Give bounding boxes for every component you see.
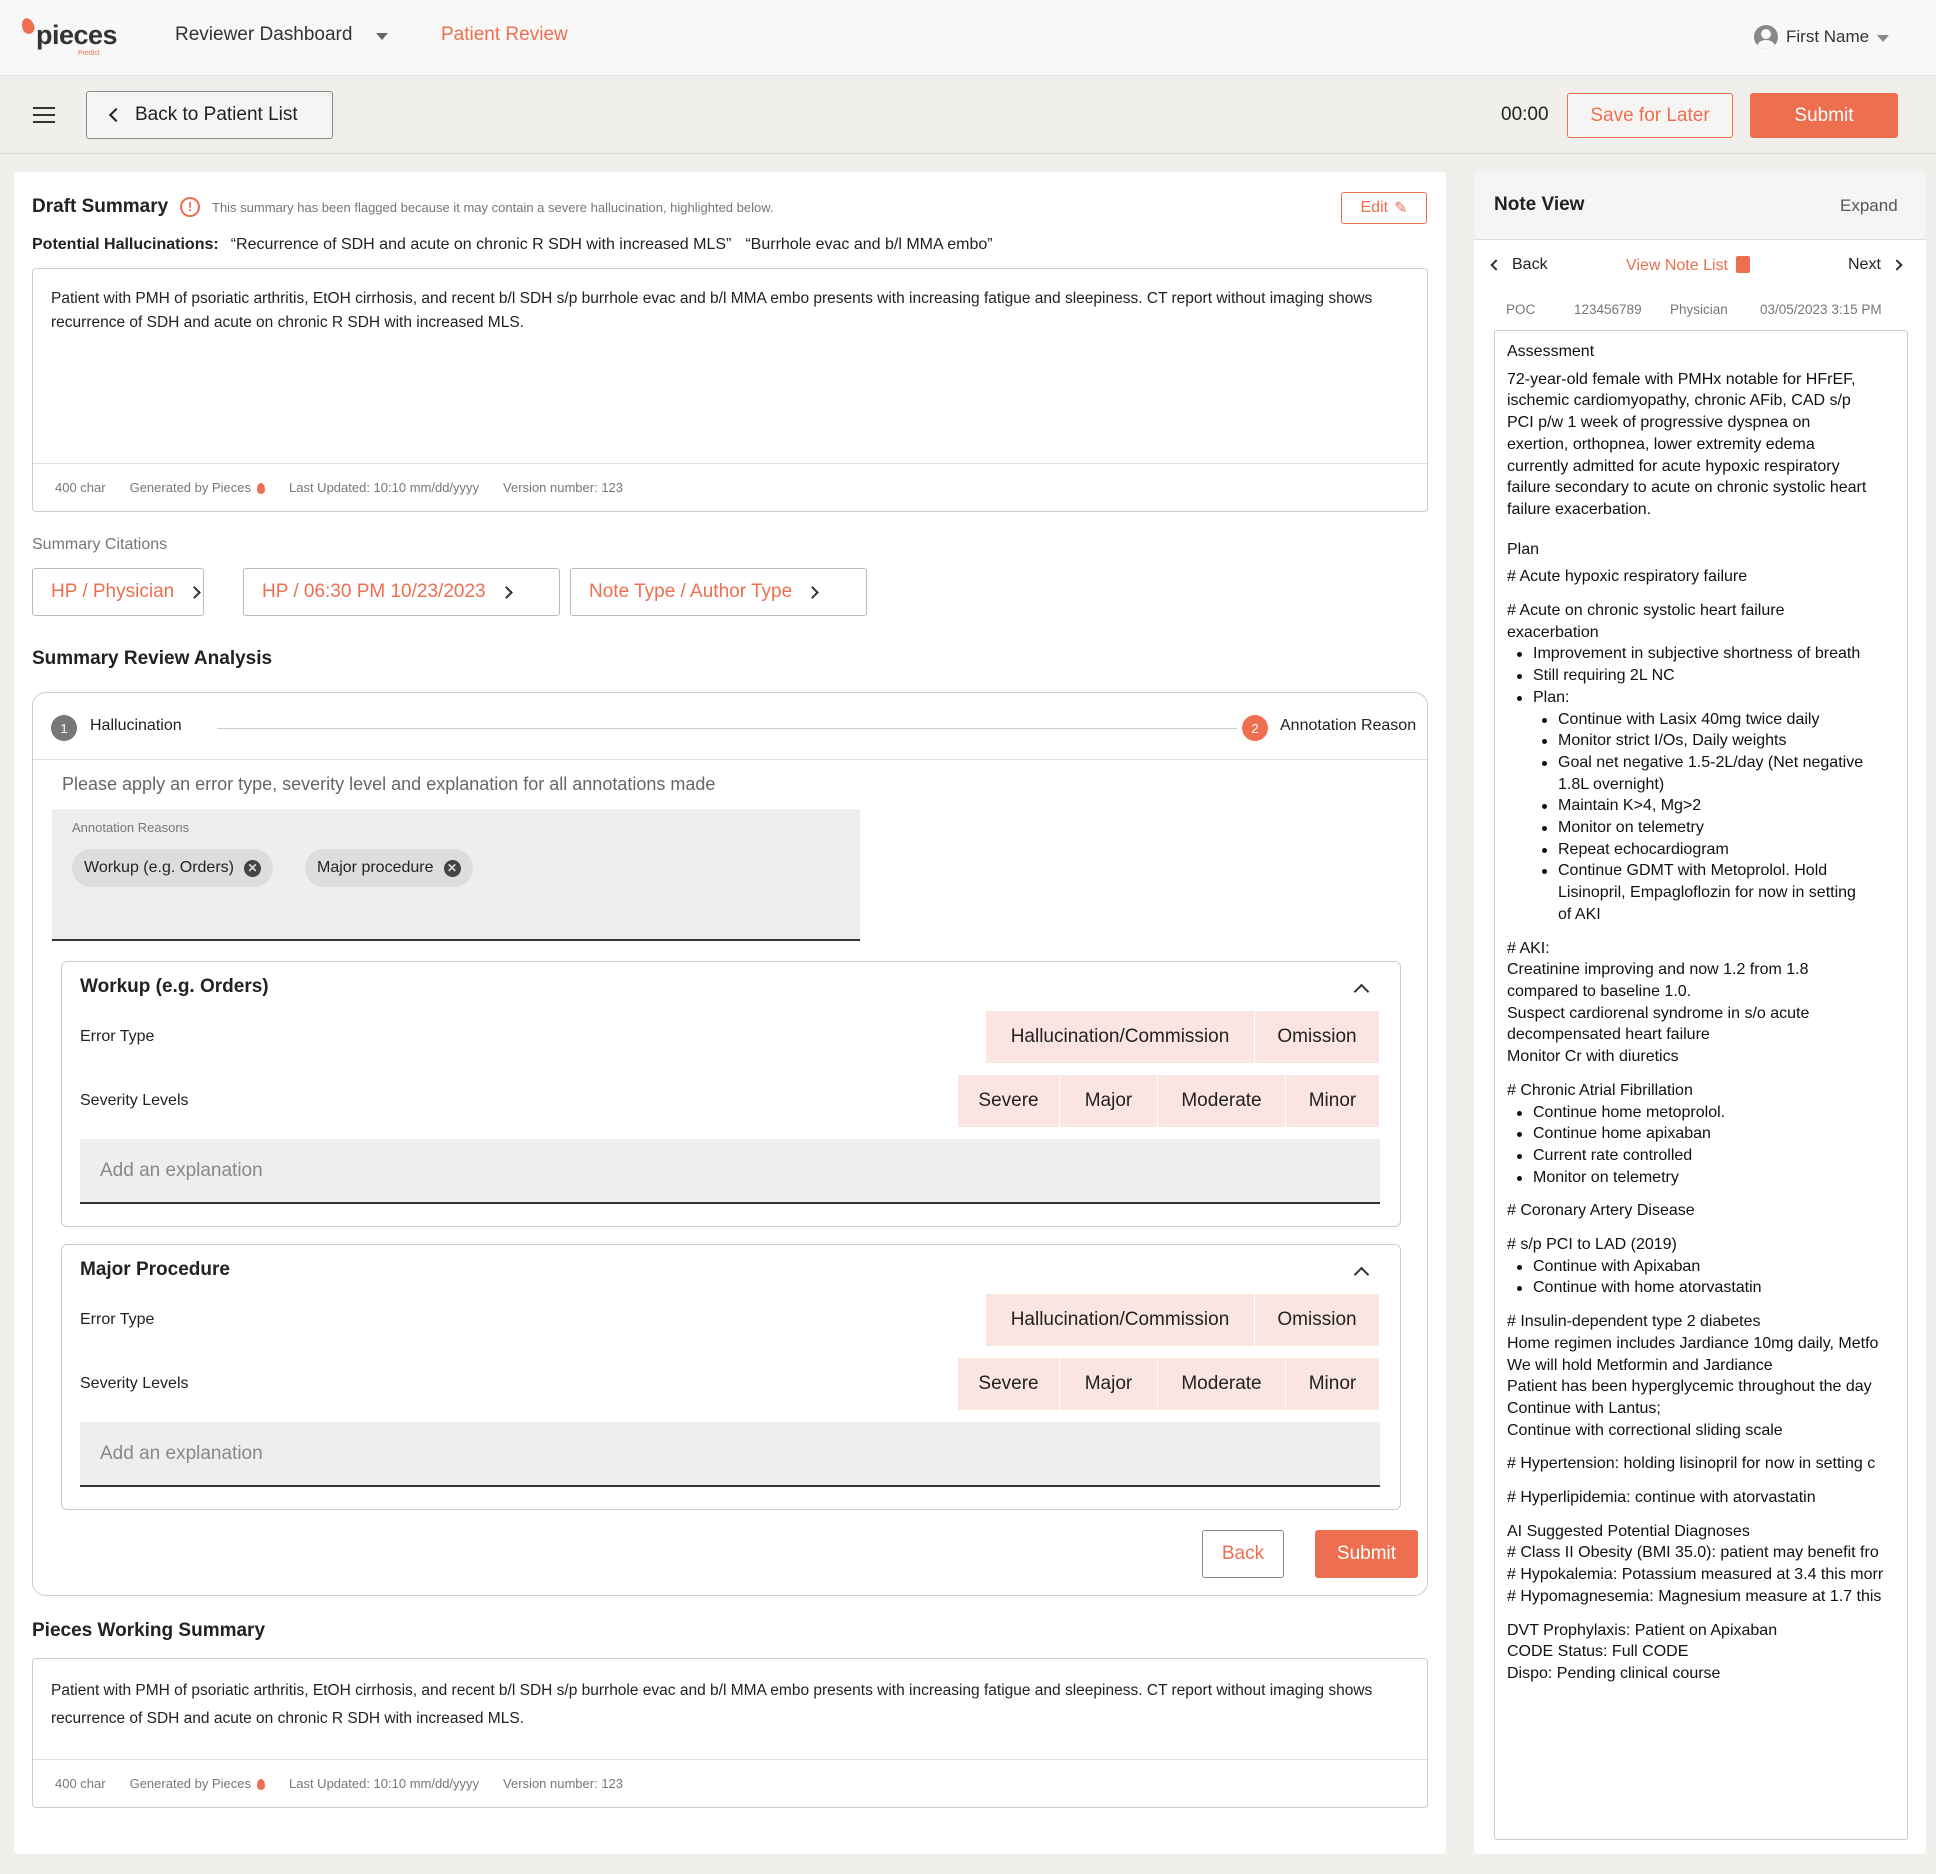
option-moderate[interactable]: Moderate xyxy=(1157,1358,1285,1410)
list-item: Continue home apixaban xyxy=(1507,1123,1907,1145)
user-avatar-icon[interactable] xyxy=(1754,25,1778,49)
note-line: CODE Status: Full CODE xyxy=(1507,1643,1689,1661)
potential-hallucinations xyxy=(32,236,993,254)
chevron-right-icon xyxy=(188,586,201,599)
aki-section xyxy=(1507,938,1907,1068)
pci-heading: # s/p PCI to LAD (2019) xyxy=(1507,1236,1677,1254)
list-item: Monitor on telemetry xyxy=(1507,817,1907,839)
last-updated: Last Updated: 10:10 mm/dd/yyyy xyxy=(289,1776,480,1791)
option-omission[interactable]: Omission xyxy=(1254,1011,1379,1063)
list-item: of AKI xyxy=(1558,905,1601,923)
main-panel xyxy=(14,172,1446,1854)
list-item: Maintain K>4, Mg>2 xyxy=(1507,795,1907,817)
last-updated: Last Updated: 10:10 mm/dd/yyyy xyxy=(289,480,480,495)
hallucination-quote: “Recurrence of SDH and acute on chronic R SDH with increased MLS” xyxy=(230,236,732,253)
note-line: Home regimen includes Jardiance 10mg daily, Metfo xyxy=(1507,1334,1879,1352)
note-line: exertion, orthopnea, lower extremity edema xyxy=(1507,435,1815,453)
instruction-text: Please apply an error type, severity level and explanation for all annotations made xyxy=(62,774,716,794)
draft-summary-title: Draft Summary xyxy=(32,196,169,217)
note-line: Patient has been hyperglycemic throughout the day xyxy=(1507,1378,1872,1396)
caret-down-icon[interactable] xyxy=(376,33,388,40)
note-line: We will hold Metformin and Jardiance xyxy=(1507,1356,1773,1374)
step-2-label[interactable]: Annotation Reason xyxy=(1280,717,1417,734)
list-item: Lisinopril, Empagloflozin for now in setting xyxy=(1558,884,1856,902)
note-back-button[interactable] xyxy=(1492,256,1548,274)
review-analysis-panel xyxy=(32,692,1428,1596)
remove-chip-icon[interactable]: ✕ xyxy=(244,860,261,877)
note-line: exacerbation xyxy=(1507,623,1599,641)
pieces-flame-icon xyxy=(257,1779,265,1790)
user-name[interactable]: First Name xyxy=(1786,27,1870,46)
note-line: AI Suggested Potential Diagnoses xyxy=(1507,1522,1750,1540)
note-meta-date: 03/05/2023 3:15 PM xyxy=(1760,302,1882,317)
note-line: DVT Prophylaxis: Patient on Apixaban xyxy=(1507,1621,1778,1639)
back-to-patient-list-button[interactable] xyxy=(86,91,333,139)
working-summary-text: Patient with PMH of psoriatic arthritis, EtOH cirrhosis, and recent b/l SDH s/p burrhole evac and b/l MMA embo presents with increasing fatigue and sleepiness. CT report without imaging shows recurrence of SDH and acute on chronic R SDH with increased MLS. xyxy=(51,1682,1373,1727)
afib-bullets xyxy=(1507,1102,1907,1189)
pieces-logo[interactable] xyxy=(20,14,120,60)
note-content xyxy=(1494,330,1908,1840)
error-type-label: Error Type xyxy=(80,1028,155,1045)
error-type-label: Error Type xyxy=(80,1311,155,1328)
list-item: Continue GDMT with Metoprolol. Hold xyxy=(1507,860,1907,882)
list-item: Repeat echocardiogram xyxy=(1507,839,1907,861)
pci-bullets xyxy=(1507,1256,1907,1299)
generated-label: Generated by Pieces xyxy=(129,480,251,495)
note-line: Monitor Cr with diuretics xyxy=(1507,1048,1679,1066)
cad-heading: # Coronary Artery Disease xyxy=(1507,1202,1695,1220)
severity-levels-label: Severity Levels xyxy=(80,1375,189,1392)
chip-label: Major procedure xyxy=(317,859,434,876)
expand-button[interactable]: Expand xyxy=(1840,196,1898,215)
note-meta-poc: POC xyxy=(1506,302,1536,317)
assessment-text xyxy=(1507,369,1907,521)
list-item: Plan: xyxy=(1507,687,1907,709)
chevron-left-icon xyxy=(109,108,123,122)
hyperlipidemia-line: # Hyperlipidemia: continue with atorvastatin xyxy=(1507,1489,1816,1507)
generated-by xyxy=(130,1776,265,1791)
option-omission[interactable]: Omission xyxy=(1254,1294,1379,1346)
plan-bullets xyxy=(1507,643,1907,925)
top-nav xyxy=(0,0,1936,76)
list-item: 1.8L overnight) xyxy=(1558,775,1665,793)
step-1-badge: 1 xyxy=(51,715,77,741)
edit-button[interactable] xyxy=(1341,192,1427,224)
stepper-line xyxy=(217,728,1237,729)
list-item: Improvement in subjective shortness of breath xyxy=(1507,643,1907,665)
note-line: # AKI: xyxy=(1507,939,1550,957)
option-moderate[interactable]: Moderate xyxy=(1157,1075,1285,1127)
logo-subtext: Predict xyxy=(78,50,100,57)
plan-item: # Acute hypoxic respiratory failure xyxy=(1507,568,1748,586)
chevron-right-icon xyxy=(1891,259,1902,270)
draft-summary-text: Patient with PMH of psoriatic arthritis, EtOH cirrhosis, and recent b/l SDH s/p burrhole evac and b/l MMA embo presents with increasing fatigue and sleepiness. CT report without imaging shows recurrence of SDH and acute on chronic R SDH with increased MLS. xyxy=(51,290,1373,331)
list-item: Monitor strict I/Os, Daily weights xyxy=(1507,730,1907,752)
pencil-icon: ✎ xyxy=(1394,200,1408,217)
chip-major-procedure[interactable] xyxy=(305,849,473,887)
working-summary-box xyxy=(32,1658,1428,1808)
option-minor[interactable]: Minor xyxy=(1285,1075,1379,1127)
list-item: Current rate controlled xyxy=(1507,1145,1907,1167)
hallucinations-label: Potential Hallucinations: xyxy=(32,236,219,253)
hypertension-line: # Hypertension: holding lisinopril for now in setting c xyxy=(1507,1455,1876,1473)
note-line: # Acute on chronic systolic heart failure xyxy=(1507,602,1785,620)
logo-drop-icon xyxy=(20,16,37,35)
chevron-left-icon xyxy=(1490,259,1501,270)
chip-workup[interactable] xyxy=(72,849,273,887)
error-type-options xyxy=(986,1011,1379,1063)
citation-label: Note Type / Author Type xyxy=(589,581,793,602)
note-line: Creatinine improving and now 1.2 from 1.8 xyxy=(1507,961,1809,979)
severity-options xyxy=(958,1075,1379,1127)
version-number: Version number: 123 xyxy=(503,480,624,495)
nav-patient-review[interactable]: Patient Review xyxy=(441,24,568,45)
card-title: Workup (e.g. Orders) xyxy=(80,976,269,997)
note-view-title: Note View xyxy=(1494,194,1585,215)
explanation-input[interactable]: Add an explanation xyxy=(80,1139,1380,1204)
clipboard-icon xyxy=(1736,256,1750,273)
diabetes-section xyxy=(1507,1311,1907,1441)
summary-footer xyxy=(33,463,1427,511)
card-title: Major Procedure xyxy=(80,1259,230,1280)
note-meta-role: Physician xyxy=(1670,302,1728,317)
note-line: Suspect cardiorenal syndrome in s/o acute xyxy=(1507,1004,1810,1022)
citation-label: HP / 06:30 PM 10/23/2023 xyxy=(262,581,486,602)
draft-summary-box[interactable] xyxy=(32,268,1428,512)
flag-warning-text: This summary has been flagged because it may contain a severe hallucination, highlighted below. xyxy=(212,200,774,215)
chevron-right-icon xyxy=(500,586,513,599)
list-item: Continue with Lasix 40mg twice daily xyxy=(1507,709,1907,731)
note-meta-id: 123456789 xyxy=(1574,302,1642,317)
note-line: failure secondary to acute on chronic systolic heart xyxy=(1507,479,1867,497)
char-count: 400 char xyxy=(55,1776,106,1791)
error-type-options xyxy=(986,1294,1379,1346)
view-note-list-button[interactable] xyxy=(1626,256,1750,275)
option-hallucination[interactable]: Hallucination/Commission xyxy=(986,1011,1254,1063)
list-item: Goal net negative 1.5-2L/day (Net negative xyxy=(1507,752,1907,774)
note-line: # Hypomagnesemia: Magnesium measure at 1.7 this xyxy=(1507,1587,1882,1605)
working-summary-title: Pieces Working Summary xyxy=(32,1620,266,1641)
note-line: Continue with correctional sliding scale xyxy=(1507,1421,1783,1439)
severity-levels-label: Severity Levels xyxy=(80,1092,189,1109)
hallucination-quote: “Burrhole evac and b/l MMA embo” xyxy=(745,236,993,253)
chevron-up-icon[interactable] xyxy=(1354,984,1370,1000)
summary-footer xyxy=(33,1759,1427,1807)
annotation-card-major-procedure xyxy=(61,1244,1401,1510)
list-item: Continue with Apixaban xyxy=(1507,1256,1907,1278)
annotation-card-workup xyxy=(61,961,1401,1227)
list-item: Continue with home atorvastatin xyxy=(1507,1277,1907,1299)
afib-heading: # Chronic Atrial Fibrillation xyxy=(1507,1081,1693,1099)
note-line: # Insulin-dependent type 2 diabetes xyxy=(1507,1313,1761,1331)
note-line: Continue with Lantus; xyxy=(1507,1399,1661,1417)
option-major[interactable]: Major xyxy=(1059,1075,1157,1127)
note-line: # Class II Obesity (BMI 35.0): patient may benefit fro xyxy=(1507,1544,1879,1562)
divider xyxy=(33,759,1427,760)
nav-reviewer-dashboard[interactable]: Reviewer Dashboard xyxy=(175,24,353,45)
note-line: failure exacerbation. xyxy=(1507,500,1652,518)
note-line: 72-year-old female with PMHx notable for HFrEF, xyxy=(1507,370,1856,388)
hamburger-menu-icon[interactable] xyxy=(33,107,55,123)
view-note-list-label: View Note List xyxy=(1626,257,1728,274)
generated-label: Generated by Pieces xyxy=(129,1776,251,1791)
remove-chip-icon[interactable]: ✕ xyxy=(444,860,461,877)
assessment-heading: Assessment xyxy=(1507,343,1595,360)
alert-icon: ! xyxy=(180,197,200,217)
pieces-flame-icon xyxy=(257,483,265,494)
option-severe[interactable]: Severe xyxy=(958,1075,1059,1127)
caret-down-icon[interactable] xyxy=(1877,35,1889,42)
generated-by xyxy=(130,480,265,495)
note-line: compared to baseline 1.0. xyxy=(1507,982,1692,1000)
option-severe[interactable]: Severe xyxy=(958,1358,1059,1410)
note-view-panel xyxy=(1474,172,1926,1854)
note-line: PCI p/w 1 week of progressive dyspnea on xyxy=(1507,414,1811,432)
note-line: Dispo: Pending clinical course xyxy=(1507,1664,1721,1682)
note-back-label: Back xyxy=(1512,256,1548,273)
list-item: Continue home metoprolol. xyxy=(1507,1102,1907,1124)
chevron-right-icon xyxy=(806,586,819,599)
citation-hp-physician[interactable] xyxy=(32,568,204,616)
note-line: # Hypokalemia: Potassium measured at 3.4 this morr xyxy=(1507,1566,1884,1584)
option-major[interactable]: Major xyxy=(1059,1358,1157,1410)
note-line: currently admitted for acute hypoxic respiratory xyxy=(1507,457,1840,475)
note-line: ischemic cardiomyopathy, chronic AFib, CAD s/p xyxy=(1507,392,1851,410)
step-1-label[interactable]: Hallucination xyxy=(90,717,182,734)
plan-heading: Plan xyxy=(1507,540,1540,558)
timer: 00:00 xyxy=(1501,104,1549,125)
note-next-button[interactable] xyxy=(1848,256,1901,274)
option-hallucination[interactable]: Hallucination/Commission xyxy=(986,1294,1254,1346)
note-line: decompensated heart failure xyxy=(1507,1026,1710,1044)
ai-suggested-section xyxy=(1507,1521,1907,1608)
annotation-reasons-field[interactable] xyxy=(52,809,860,941)
edit-label: Edit xyxy=(1360,199,1389,216)
logo-text: pieces xyxy=(36,20,118,50)
citation-note-type[interactable] xyxy=(570,568,867,616)
summary-review-analysis-title: Summary Review Analysis xyxy=(32,648,273,669)
step-2-badge: 2 xyxy=(1242,715,1268,741)
back-button[interactable]: Back xyxy=(1202,1530,1284,1578)
list-item: Still requiring 2L NC xyxy=(1507,665,1907,687)
severity-options xyxy=(958,1358,1379,1410)
list-item: Monitor on telemetry xyxy=(1507,1167,1907,1189)
summary-citations-label: Summary Citations xyxy=(32,536,168,553)
annotation-reasons-label: Annotation Reasons xyxy=(72,820,190,835)
plan-item xyxy=(1507,600,1907,643)
chevron-up-icon[interactable] xyxy=(1354,1267,1370,1283)
option-minor[interactable]: Minor xyxy=(1285,1358,1379,1410)
note-next-label: Next xyxy=(1848,256,1881,273)
char-count: 400 char xyxy=(55,480,106,495)
citation-hp-time[interactable] xyxy=(243,568,560,616)
submit-button[interactable]: Submit xyxy=(1750,93,1898,138)
back-label: Back to Patient List xyxy=(135,104,298,125)
final-section xyxy=(1507,1620,1907,1685)
save-for-later-button[interactable]: Save for Later xyxy=(1567,93,1733,138)
analysis-submit-button[interactable]: Submit xyxy=(1315,1530,1418,1578)
version-number: Version number: 123 xyxy=(503,1776,624,1791)
chip-label: Workup (e.g. Orders) xyxy=(84,859,234,876)
citation-label: HP / Physician xyxy=(51,581,175,602)
explanation-input[interactable]: Add an explanation xyxy=(80,1422,1380,1487)
